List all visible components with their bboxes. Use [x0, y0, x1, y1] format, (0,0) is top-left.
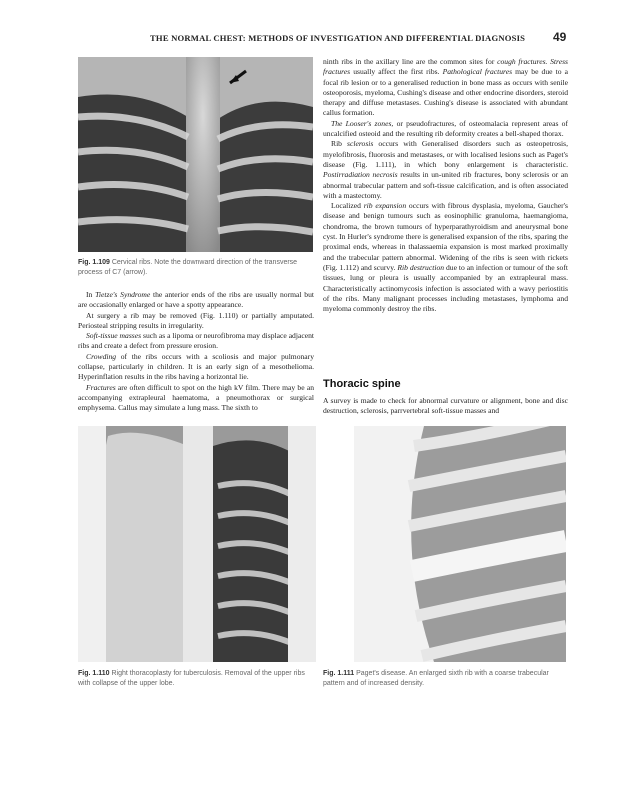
paragraph-sclerosis: Rib sclerosis occurs with Generalised disorders such as osteopetrosis, myelofibrosis, fluorosis and metastases, or with localised lesions such as Paget's disease (Fig. 1.111), in which bony enlargement is characteristic. Postirradiation necrosis results in un-united rib fractures, bony sclerosis or an abnormal trabecular pattern and soft-tissue calcification, and is often associated with a mastectomy.	[323, 139, 568, 200]
paragraph-fractures: Fractures are often difficult to spot on the high kV film. There may be an accompanying extrapleural haematoma, a pneumothorax or surgical emphysema. Callus may simulate a lung mass. The sixth to	[78, 382, 314, 413]
paragraph-tietze: In Tietze's Syndrome the anterior ends of the ribs are usually normal but are occasionally enlarged or have a spotty appearance.	[78, 290, 314, 310]
paragraph-loosers-zones: The Looser's zones, or pseudofractures, of osteomalacia represent areas of uncalcified osteoid and the resulting rib deformity creates a bell-shaped thorax.	[323, 118, 569, 139]
thoracic-spine-text: A survey is made to check for abnormal curvature or alignment, bone and disc destruction, sclerosis, parrvertebral soft-tissue masses and	[323, 396, 568, 416]
paragraph-rib-expansion: Localized rib expansion occurs with fibrous dysplasia, myeloma, Gaucher's disease and benign tumours such as eosinophilic granuloma, haemangioma, chondroma, the brown tumours of hyperparathyroidism and aneurysmal bone cyst. In Hurler's syndrome there is generalised expansion of the ribs, sparing the proximal ends, whereas in thalassaemia expansion is most marked proximally and the trabecular pattern abnormal. Widening of the ribs is seen with rickets (Fig. 1.112) and scurvy. Rib destruction due to an infection or tumour of the soft tissues, lung or pleura is usually accompanied by an extrapleural mass. Characteristically actinomycosis infection is associated with a wavy periostitis of the ribs. Many malignant processes including metastases, lymphoma and myeloma commonly destroy the ribs.	[323, 201, 568, 314]
figure-1-111-caption: Fig. 1.111 Paget's disease. An enlarged sixth rib with a coarse trabecular pattern and of increased density.	[323, 670, 549, 687]
section-heading: Thoracic spine	[323, 378, 401, 390]
figure-1-110-caption: Fig. 1.110 Right thoracoplasty for tuberculosis. Removal of the upper ribs with collapse of the upper lobe.	[78, 670, 305, 687]
paragraph-crowding: Crowding of the ribs occurs with a scoliosis and major pulmonary collapse, particularly in children. It is an early sign of a mesothelioma. Hyperinflation results in the ribs having a horizontal lie.	[78, 351, 314, 382]
figure-1-111-image	[354, 426, 566, 662]
running-header: THE NORMAL CHEST: METHODS OF INVESTIGATION AND DIFFERENTIAL DIAGNOSIS	[150, 33, 526, 43]
right-column-text	[323, 57, 568, 314]
figure-1-110-image	[78, 426, 316, 662]
figure-1-109-caption: Fig. 1.109 Cervical ribs. Note the downward direction of the transverse process of C7 (arrow).	[78, 259, 298, 276]
paragraph-soft-tissue: Soft-tissue masses such as a lipoma or neurofibroma may displace adjacent ribs and create a defect from pressure erosion.	[78, 331, 314, 351]
paragraph-surgery: At surgery a rib may be removed (Fig. 1.110) or partially amputated. Periosteal stripping results in irregularity.	[78, 310, 314, 330]
figure-1-109-image	[78, 57, 313, 252]
left-column-text	[78, 290, 314, 414]
page-number: 49	[553, 30, 567, 44]
paragraph-fracture-sites: ninth ribs in the axillary line are the common sites for cough fractures. Stress fractures usually affect the first ribs. Pathological fractures may be due to a focal rib lesion or to a generalised reduction in bone mass as occurs with senile osteoporosis, myeloma, Cushing's disease and other endocrine disorders, steroid therapy and diffuse metastases. Cushing's disease is associated with abundant callus formation.	[323, 57, 568, 118]
